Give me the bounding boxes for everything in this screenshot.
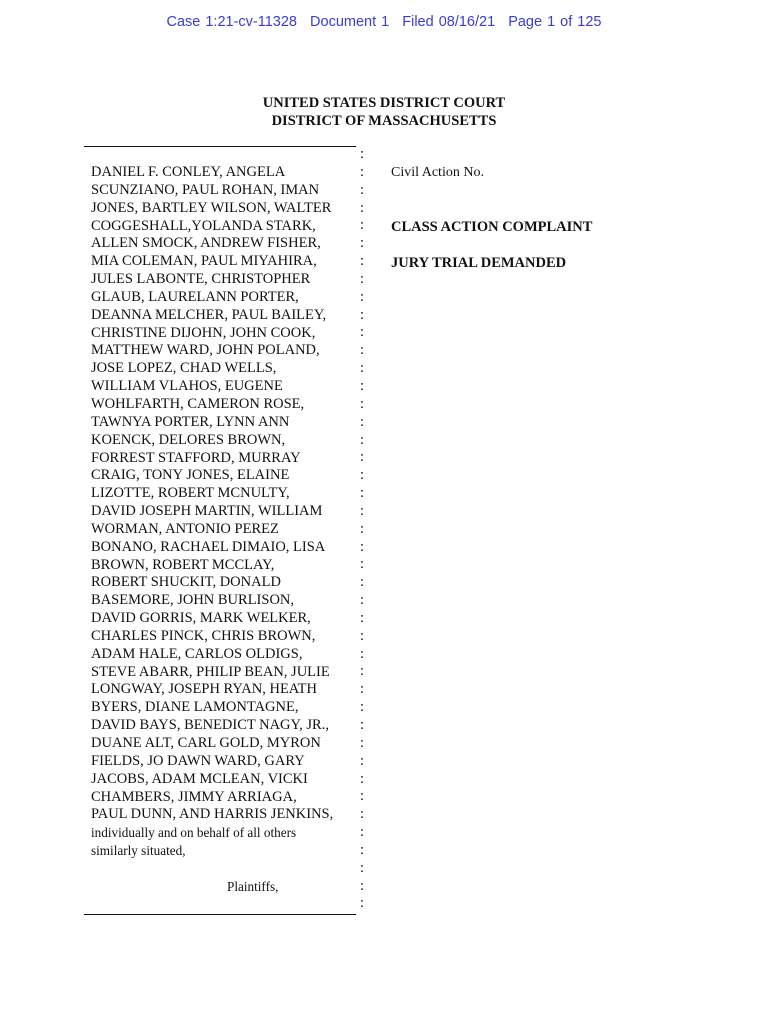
plaintiff-names-line: DAVID JOSEPH MARTIN, WILLIAM: [91, 503, 323, 520]
plaintiff-names-line: ADAM HALE, CARLOS OLDIGS,: [91, 645, 303, 662]
caption-separator: :: [360, 377, 365, 394]
plaintiff-names-line: PAUL DUNN, AND HARRIS JENKINS,: [91, 806, 334, 823]
caption-separator: :: [360, 360, 365, 377]
caption-separator: :: [360, 538, 365, 555]
caption-separator: :: [360, 217, 365, 234]
plaintiff-names-line: CRAIG, TONY JONES, ELAINE: [91, 467, 290, 484]
caption-separator: :: [360, 877, 365, 894]
plaintiff-names-line: LONGWAY, JOSEPH RYAN, HEATH: [91, 681, 317, 698]
caption-separator: :: [360, 288, 365, 305]
caption-separator-column: [360, 146, 370, 913]
caption-separator: :: [360, 270, 365, 287]
caption-separator: :: [360, 413, 365, 430]
caption-separator: :: [360, 895, 365, 912]
plaintiff-names-line: WOHLFARTH, CAMERON ROSE,: [91, 395, 305, 412]
plaintiffs-label: Plaintiffs,: [227, 878, 279, 894]
plaintiff-names-line: CHARLES PINCK, CHRIS BROWN,: [91, 627, 316, 644]
plaintiff-names-line: CHAMBERS, JIMMY ARRIAGA,: [91, 788, 297, 805]
caption-separator: :: [360, 431, 365, 448]
caption-separator: :: [360, 199, 365, 216]
court-district: DISTRICT OF MASSACHUSETTS: [271, 113, 497, 129]
caption-separator: :: [360, 734, 365, 751]
caption-separator: :: [360, 163, 365, 180]
caption-separator: :: [360, 324, 365, 341]
caption-separator: :: [360, 306, 365, 323]
caption-separator: :: [360, 181, 365, 198]
caption-separator: :: [360, 520, 365, 537]
plaintiff-names-line: TAWNYA PORTER, LYNN ANN: [91, 413, 290, 430]
representation-statement-line: individually and on behalf of all others: [91, 825, 297, 841]
representation-statement-line: similarly situated,: [91, 843, 186, 859]
caption-separator: :: [360, 342, 365, 359]
plaintiff-names-line: ALLEN SMOCK, ANDREW FISHER,: [91, 235, 321, 252]
caption-separator: :: [360, 841, 365, 858]
case-number: Case 1:21-cv-11328: [166, 14, 297, 30]
caption-separator: :: [360, 645, 365, 662]
caption-separator: :: [360, 449, 365, 466]
caption-separator: :: [360, 859, 365, 876]
plaintiff-names-line: CHRISTINE DIJOHN, JOHN COOK,: [91, 324, 316, 341]
caption-separator: :: [360, 253, 365, 270]
caption-separator: :: [360, 574, 365, 591]
plaintiff-names-line: DAVID BAYS, BENEDICT NAGY, JR.,: [91, 717, 329, 734]
plaintiff-names-line: BYERS, DIANE LAMONTAGNE,: [91, 699, 299, 716]
plaintiff-names-line: SCUNZIANO, PAUL ROHAN, IMAN: [91, 181, 320, 198]
caption-separator: :: [360, 556, 365, 573]
class-action-complaint-title: CLASS ACTION COMPLAINT: [391, 219, 593, 235]
jury-trial-demanded-title: JURY TRIAL DEMANDED: [391, 255, 567, 271]
filed-date: Filed 08/16/21: [402, 14, 496, 30]
document-number: Document 1: [310, 14, 390, 30]
plaintiff-names-line: JOSE LOPEZ, CHAD WELLS,: [91, 360, 277, 377]
plaintiff-names-line: DUANE ALT, CARL GOLD, MYRON: [91, 735, 321, 751]
plaintiff-names-line: KOENCK, DELORES BROWN,: [91, 431, 286, 448]
plaintiff-names-line: BROWN, ROBERT MCCLAY,: [91, 556, 275, 573]
caption-parties: [91, 164, 353, 896]
caption-separator: :: [360, 806, 365, 823]
plaintiff-names-line: BONANO, RACHAEL DIMAIO, LISA: [91, 538, 326, 555]
caption-bottom-rule: [84, 914, 356, 915]
plaintiff-names-line: MATTHEW WARD, JOHN POLAND,: [91, 342, 320, 359]
plaintiff-names-line: WILLIAM VLAHOS, EUGENE: [91, 378, 283, 395]
caption-top-rule: [84, 146, 356, 147]
plaintiff-names-line: BASEMORE, JOHN BURLISON,: [91, 592, 295, 609]
plaintiff-names-line: JACOBS, ADAM MCLEAN, VICKI: [91, 770, 308, 787]
plaintiff-names-line: DAVID GORRIS, MARK WELKER,: [91, 610, 311, 627]
caption-separator: :: [360, 752, 365, 769]
caption-separator: :: [360, 395, 365, 412]
plaintiff-names-line: COGGESHALL,YOLANDA STARK,: [91, 217, 316, 234]
plaintiff-names-line: FIELDS, JO DAWN WARD, GARY: [91, 752, 305, 769]
caption-separator: :: [360, 717, 365, 733]
plaintiff-names-line: DEANNA MELCHER, PAUL BAILEY,: [91, 306, 327, 323]
plaintiff-names-line: MIA COLEMAN, PAUL MIYAHIRA,: [91, 253, 317, 270]
caption-separator: :: [360, 146, 365, 162]
caption-separator: :: [360, 824, 365, 841]
caption-separator: :: [360, 502, 365, 519]
caption-separator: :: [360, 627, 365, 644]
plaintiff-names-line: JONES, BARTLEY WILSON, WALTER: [91, 199, 332, 216]
caption-separator: :: [360, 485, 365, 502]
page-number: Page 1 of 125: [508, 14, 602, 30]
page-header: [0, 14, 768, 30]
caption-separator: :: [360, 770, 365, 787]
caption-separator: :: [360, 467, 365, 484]
plaintiff-names-line: DANIEL F. CONLEY, ANGELA: [91, 164, 286, 180]
court-name: UNITED STATES DISTRICT COURT: [262, 95, 506, 111]
caption-separator: :: [360, 609, 365, 626]
plaintiff-names-line: WORMAN, ANTONIO PEREZ: [91, 520, 279, 537]
plaintiff-names-line: FORREST STAFFORD, MURRAY: [91, 449, 301, 466]
court-heading: [0, 94, 768, 130]
caption-separator: :: [360, 235, 365, 252]
caption-separator: :: [360, 592, 365, 609]
plaintiff-names-line: LIZOTTE, ROBERT MCNULTY,: [91, 485, 290, 502]
civil-action-label: Civil Action No.: [391, 165, 484, 180]
plaintiff-names-line: ROBERT SHUCKIT, DONALD: [91, 574, 281, 591]
caption-separator: :: [360, 681, 365, 698]
caption-separator: :: [360, 699, 365, 716]
plaintiff-names-line: JULES LABONTE, CHRISTOPHER: [91, 271, 311, 288]
plaintiff-names-line: GLAUB, LAURELANN PORTER,: [91, 288, 299, 305]
plaintiff-names-line: STEVE ABARR, PHILIP BEAN, JULIE: [91, 663, 330, 680]
caption-separator: :: [360, 788, 365, 805]
caption-separator: :: [360, 663, 365, 680]
